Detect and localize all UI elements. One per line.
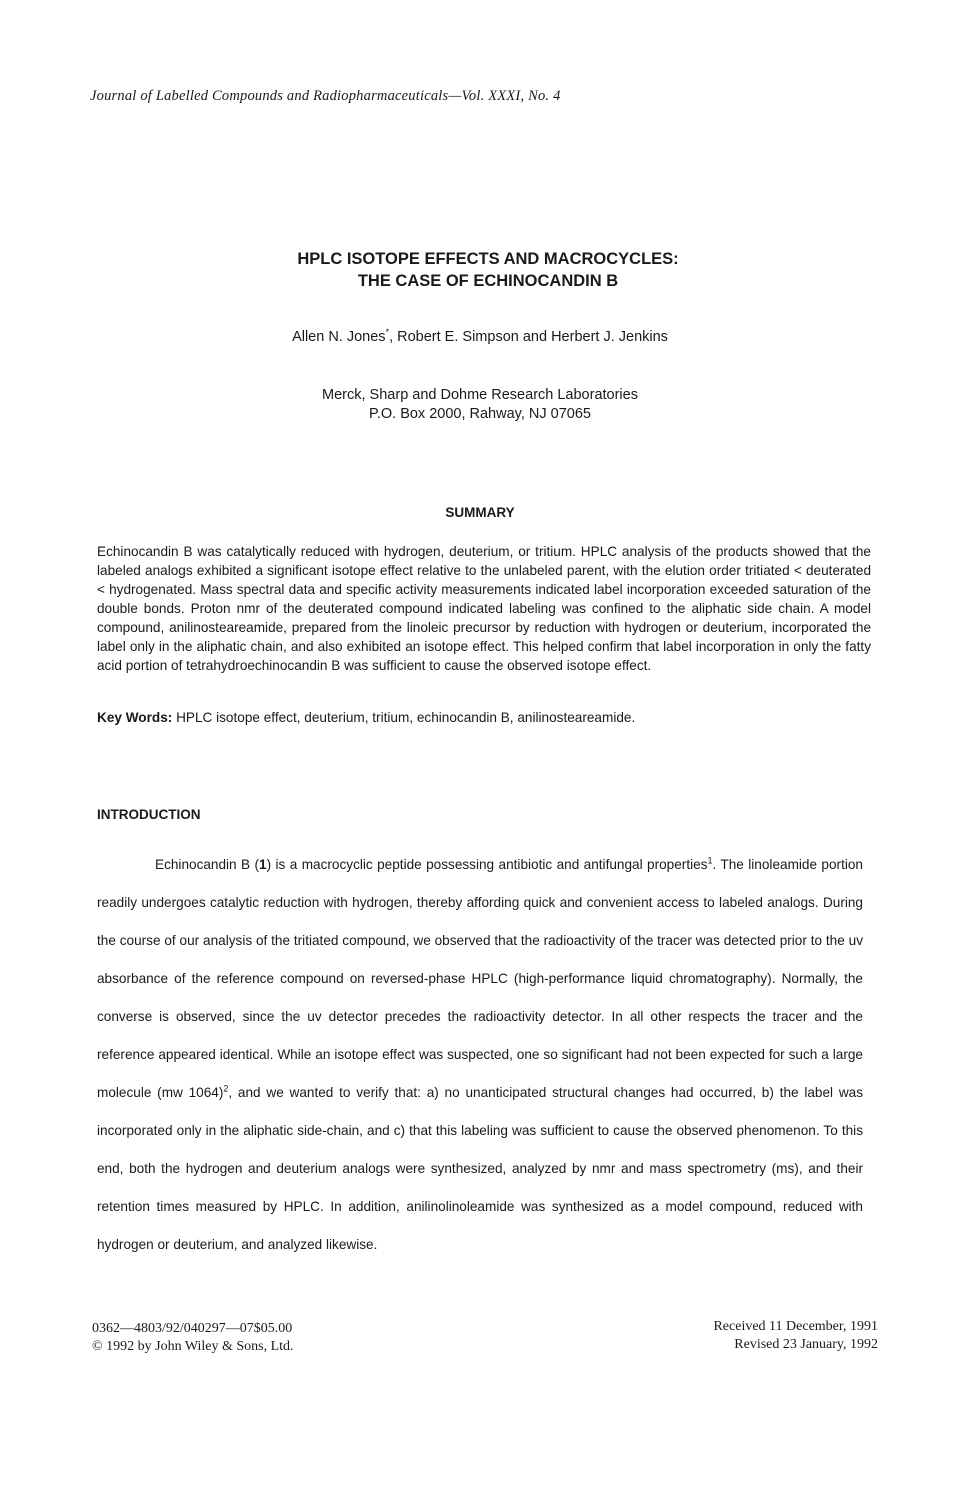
received-date: Received 11 December, 1991 [713, 1319, 878, 1334]
introduction-heading: INTRODUCTION [97, 807, 201, 822]
paper-title [0, 248, 976, 292]
compound-number: 1 [259, 857, 267, 872]
title-line-2: THE CASE OF ECHINOCANDIN B [357, 272, 619, 290]
author-rest: , Robert E. Simpson and Herbert J. Jenkins [389, 329, 668, 345]
introduction-paragraph [97, 846, 863, 1264]
author-first: Allen N. Jones [292, 329, 386, 345]
summary-heading: SUMMARY [445, 505, 515, 520]
revised-date: Revised 23 January, 1992 [734, 1337, 878, 1352]
author-list [0, 329, 960, 345]
keywords-text: HPLC isotope effect, deuterium, tritium, echinocandin B, anilinosteareamide. [172, 710, 636, 725]
article-code: 0362—4803/92/040297—07$05.00 [92, 1321, 293, 1336]
publication-info [92, 1320, 294, 1356]
title-line-1: HPLC ISOTOPE EFFECTS AND MACROCYCLES: [297, 250, 679, 268]
intro-text-3: . The linoleamide portion readily undergoes catalytic reduction with hydrogen, thereby affording quick and convenient access to labeled analogs. During the course of our analysis of the tritiated compound, we observed that the radioactivity of the tracer was detected prior to the uv absorbance of the reference compound on reversed-phase HPLC (high-performance liquid chromatography). Normally, the converse is observed, since the uv detector precedes the radioactivity detector. In all other respects the tracer and the reference appeared identical. While an isotope effect was suspected, one so significant had not been expected for such a large molecule (mw 1064) [97, 857, 863, 1100]
affiliation [0, 386, 960, 424]
reference-1: 1 [707, 855, 713, 866]
summary-text: Echinocandin B was catalytically reduced with hydrogen, deuterium, or tritium. HPLC analysis of the products showed that the labeled analogs exhibited a significant isotope effect relative to the unlabeled parent, with the elution order tritiated < deuterated < hydrogenated. Mass spectral data and specific activity measurements indicated label incorporation exceeded saturation of the double bonds. Proton nmr of the deuterated compound indicated labeling was confined to the aliphatic side chain. A model compound, anilinosteareamide, prepared from the linoleic precursor by reduction with hydrogen or deuterium, incorporated the label only in the aliphatic chain, and also exhibited an isotope effect. This helped confirm that label incorporation in only the fatty acid portion of tetrahydroechinocandin B was sufficient to cause the observed isotope effect. [97, 544, 871, 673]
affiliation-line-1: Merck, Sharp and Dohme Research Laboratories [322, 387, 638, 403]
affiliation-line-2: P.O. Box 2000, Rahway, NJ 07065 [369, 406, 591, 422]
keywords-label: Key Words: [97, 710, 173, 725]
keywords [97, 710, 877, 725]
corresponding-author-mark: * [385, 327, 390, 338]
journal-header: Journal of Labelled Compounds and Radiopharmaceuticals—Vol. XXXI, No. 4 [90, 88, 561, 104]
copyright-notice: © 1992 by John Wiley & Sons, Ltd. [92, 1339, 294, 1354]
intro-text-4: , and we wanted to verify that: a) no unanticipated structural changes had occurred, b) the label was incorporated only in the aliphatic side-chain, and c) that this labeling was sufficient to cause the observed phenomenon. To this end, both the hydrogen and deuterium analogs were synthesized, analyzed by nmr and mass spectrometry (ms), and their retention times measured by HPLC. In addition, anilinolinoleamide was synthesized as a model compound, reduced with hydrogen or deuterium, and analyzed likewise. [97, 1085, 863, 1252]
intro-text-1: Echinocandin B ( [155, 857, 260, 872]
dates-info [713, 1318, 878, 1354]
intro-text-2: ) is a macrocyclic peptide possessing antibiotic and antifungal properties [266, 857, 708, 872]
reference-2: 2 [223, 1083, 229, 1094]
